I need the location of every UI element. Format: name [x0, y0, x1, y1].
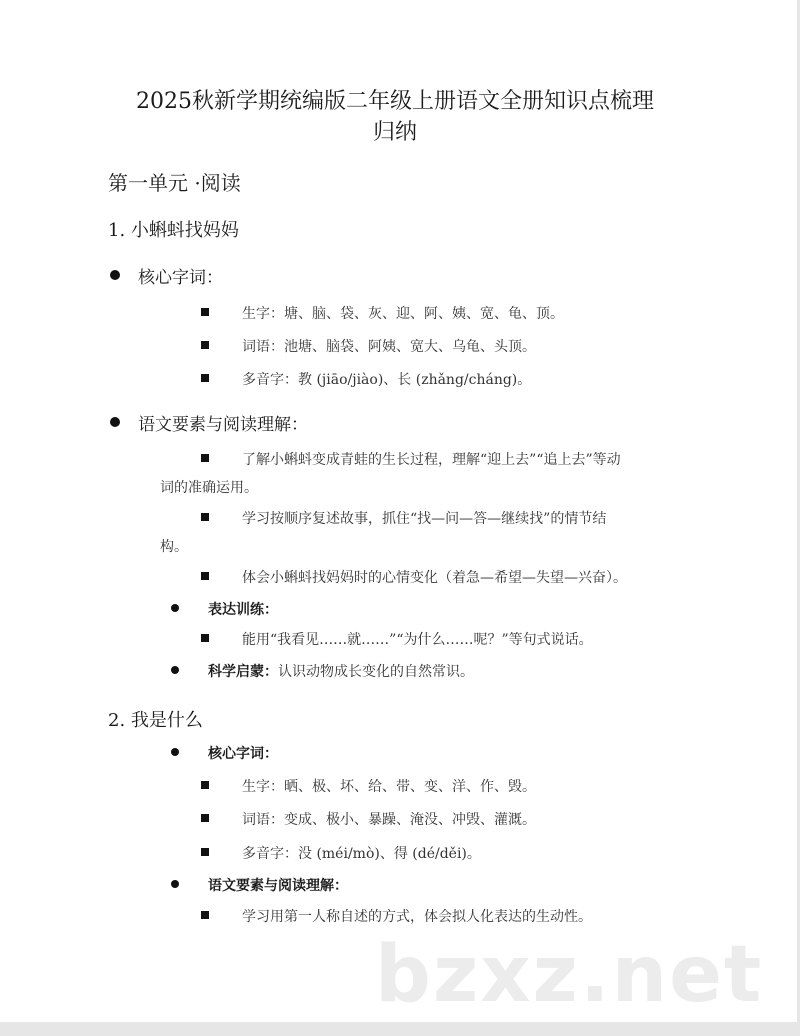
- square-bullet-icon: [201, 814, 209, 822]
- list-item: 词语：变成、极小、暴躁、淹没、冲毁、灌溉。: [242, 812, 536, 828]
- square-bullet-icon: [201, 781, 209, 789]
- science-item: [208, 661, 474, 681]
- list-item: 生字：塘、脑、袋、灰、迎、阿、姨、宽、龟、顶。: [242, 306, 564, 322]
- bullet-icon: [171, 880, 179, 888]
- square-bullet-icon: [201, 454, 209, 462]
- square-bullet-icon: [201, 848, 209, 856]
- square-bullet-icon: [201, 374, 209, 382]
- section-label: 表达训练：: [208, 602, 278, 618]
- watermark: bzxz.net: [375, 930, 764, 1020]
- square-bullet-icon: [201, 572, 209, 580]
- list-item: 生字：晒、极、坏、给、带、变、洋、作、毁。: [242, 779, 536, 795]
- section-label: 核心字词：: [138, 268, 223, 288]
- list-item: 词语：池塘、脑袋、阿姨、宽大、乌龟、头顶。: [242, 339, 536, 355]
- list-item: 学习用第一人称自述的方式，体会拟人化表达的生动性。: [242, 909, 592, 925]
- list-item-continuation: 词的准确运用。: [160, 480, 258, 496]
- document-title-line2: 归纳: [372, 120, 417, 145]
- science-text: 认识动物成长变化的自然常识。: [278, 664, 474, 680]
- bullet-icon: [171, 666, 179, 674]
- bullet-icon: [171, 604, 179, 612]
- list-item: 能用“我看见……就……”“为什么……呢？”等句式说话。: [242, 632, 593, 648]
- square-bullet-icon: [201, 308, 209, 316]
- unit-heading: 第一单元 ·阅读: [108, 171, 241, 195]
- list-item: 多音字：没 (méi/mò)、得 (dé/děi)。: [242, 846, 481, 862]
- list-item: 体会小蝌蚪找妈妈时的心情变化（着急—希望—失望—兴奋）。: [242, 570, 627, 586]
- square-bullet-icon: [201, 634, 209, 642]
- lesson-heading: 1. 小蝌蚪找妈妈: [108, 220, 239, 241]
- document-title: 2025秋新学期统编版二年级上册语文全册知识点梳理: [136, 89, 654, 114]
- list-item: 了解小蝌蚪变成青蛙的生长过程，理解“迎上去”“追上去”等动: [242, 452, 621, 468]
- section-label: 语文要素与阅读理解：: [138, 415, 308, 435]
- square-bullet-icon: [201, 911, 209, 919]
- list-item-continuation: 构。: [160, 539, 188, 555]
- section-label: 语文要素与阅读理解：: [208, 878, 348, 894]
- bullet-icon: [110, 270, 120, 280]
- bullet-icon: [171, 748, 179, 756]
- lesson-heading: 2. 我是什么: [108, 710, 203, 731]
- bullet-icon: [110, 417, 120, 427]
- list-item: 多音字：教 (jiāo/jiào)、长 (zhǎng/cháng)。: [242, 372, 532, 388]
- square-bullet-icon: [201, 341, 209, 349]
- section-label: 核心字词：: [208, 746, 278, 762]
- section-label: 科学启蒙：: [208, 664, 278, 680]
- list-item: 学习按顺序复述故事，抓住“找—问—答—继续找”的情节结: [242, 511, 607, 527]
- square-bullet-icon: [201, 513, 209, 521]
